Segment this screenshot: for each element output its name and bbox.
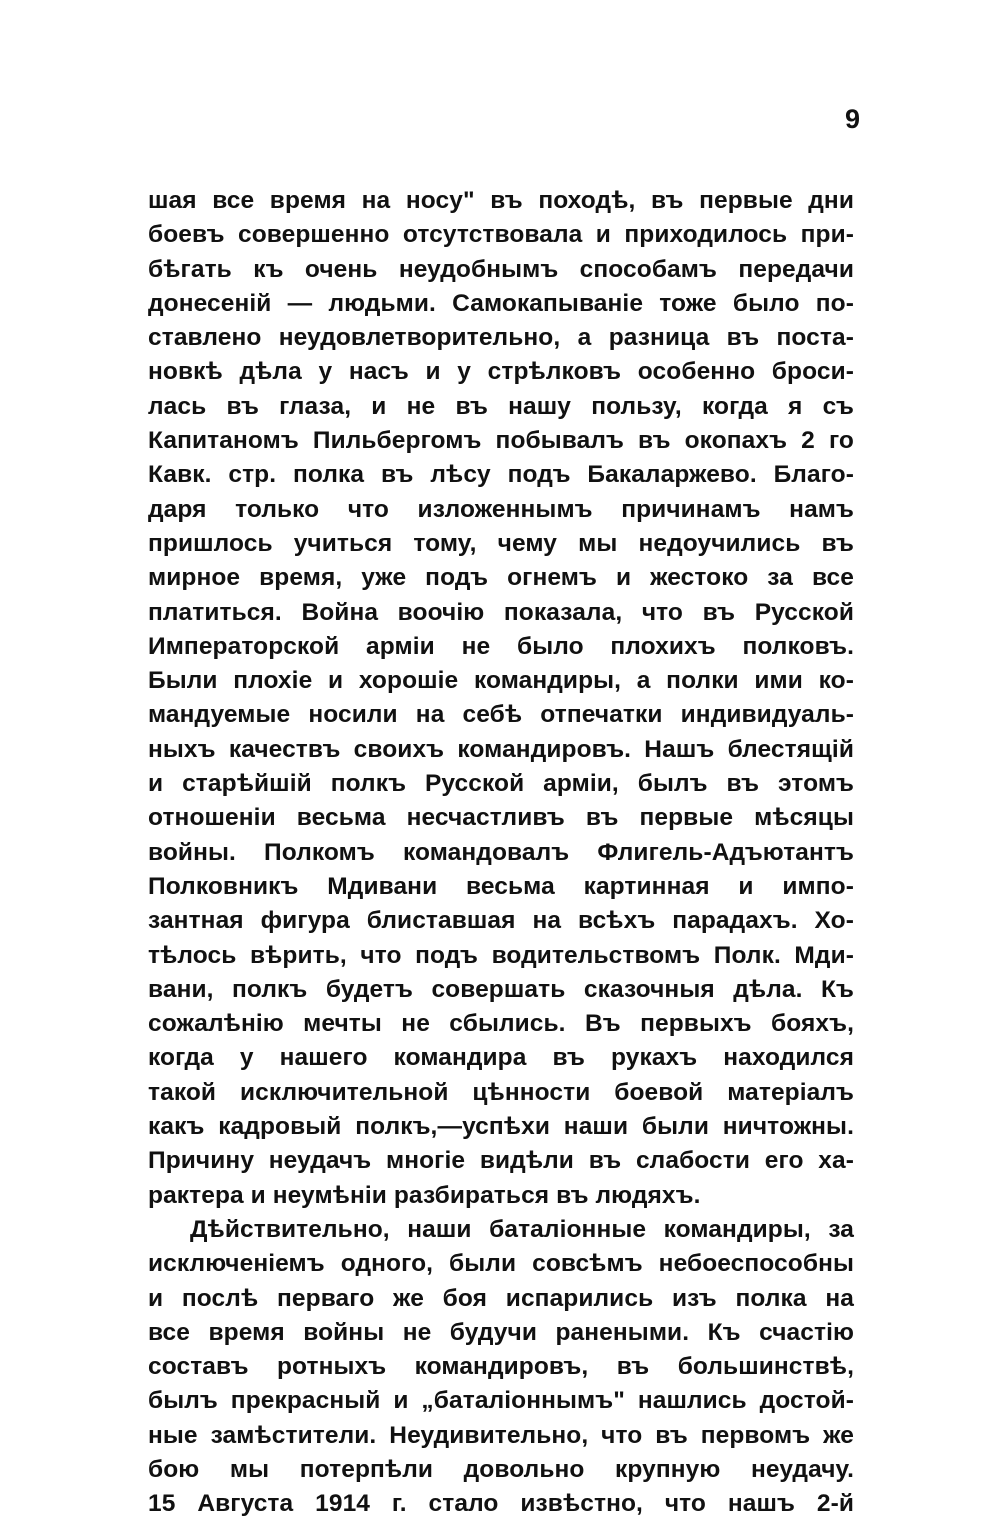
text-line: Императорской арміи не было плохихъ полковъ. [148, 632, 854, 660]
text-line: ставлено неудовлетворительно, а разница въ поста- [148, 324, 854, 352]
text-line: Кавк. стр. полка въ лѣсу подъ Бакаларжево. Благо- [148, 461, 854, 489]
text-line: тѣлось вѣрить, что подъ водительствомъ Полк. Мди- [148, 941, 854, 969]
text-line: Полковникъ Мдивани весьма картинная и импо- [148, 872, 854, 900]
text-line: ныхъ качествъ своихъ командировъ. Нашъ блестящій [148, 735, 854, 763]
text-line: и старѣйшій полкъ Русской арміи, былъ въ этомъ [148, 770, 854, 798]
text-line: пришлось учиться тому, чему мы недоучились въ [148, 529, 854, 557]
text-line: все время войны не будучи ранеными. Къ счастію [148, 1318, 854, 1346]
page-number: 9 [844, 104, 860, 134]
text-line: вани, полкъ будетъ совершать сказочныя дѣла. Къ [148, 975, 854, 1003]
text-line: когда у нашего командира въ рукахъ находился [148, 1044, 854, 1072]
text-line: сожалѣнію мечты не сбылись. Въ первыхъ бояхъ, [148, 1010, 854, 1038]
text-line: зантная фигура блиставшая на всѣхъ парадахъ. Хо- [148, 907, 854, 935]
text-line: рактера и неумѣніи разбираться въ людяхъ. [148, 1181, 701, 1209]
text-line: Были плохіе и хорошіе командиры, а полки ими ко- [148, 667, 854, 695]
text-line: составъ ротныхъ командировъ, въ большинствѣ, [148, 1353, 854, 1381]
text-line: Капитаномъ Пильбергомъ побывалъ въ окопахъ 2 го [148, 427, 854, 455]
text-line: былъ прекрасный и „баталіоннымъ" нашлись достой- [148, 1387, 854, 1415]
text-line: бою мы потерпѣли довольно крупную неудачу. [148, 1455, 854, 1483]
text-line: мандуемые носили на себѣ отпечатки индивидуаль- [148, 701, 854, 729]
text-line: мирное время, уже подъ огнемъ и жестоко за все [148, 564, 854, 592]
text-line: бѣгать къ очень неудобнымъ способамъ передачи [148, 255, 854, 283]
text-line: какъ кадровый полкъ,—успѣхи наши были ничтожны. [148, 1113, 854, 1141]
text-line: даря только что изложеннымъ причинамъ намъ [148, 495, 854, 523]
text-line: Причину неудачъ многіе видѣли въ слабости его ха- [148, 1147, 854, 1175]
text-line: и послѣ перваго же боя испарились изъ полка на [148, 1284, 854, 1312]
text-line: шая все время на носу" въ походѣ, въ первые дни [148, 187, 854, 214]
text-line: новкѣ дѣла у насъ и у стрѣлковъ особенно броси- [148, 358, 854, 386]
text-line: войны. Полкомъ командовалъ Флигель-Адъютантъ [148, 838, 854, 866]
text-line: боевъ совершенно отсутствовала и приходилось при- [148, 221, 854, 249]
text-line: платиться. Война воочію показала, что въ Русской [148, 598, 854, 626]
text-line: Дѣйствительно, наши баталіонные командиры, за [190, 1215, 854, 1243]
text-line: отношеніи весьма несчастливъ въ первые мѣсяцы [148, 804, 854, 832]
text-line: ные замѣстители. Неудивительно, что въ первомъ же [148, 1421, 854, 1449]
text-line: такой исключительной цѣнности боевой матеріалъ [148, 1078, 854, 1106]
text-line: лась въ глаза, и не въ нашу пользу, когда я съ [148, 392, 854, 420]
text-line: донесеній — людьми. Самокапываніе тоже было по- [148, 289, 854, 317]
text-line: 15 Августа 1914 г. стало извѣстно, что нашъ 2-й [148, 1490, 854, 1518]
text-line: исключеніемъ одного, были совсѣмъ небоеспособны [148, 1250, 854, 1278]
body-text [148, 184, 854, 1522]
